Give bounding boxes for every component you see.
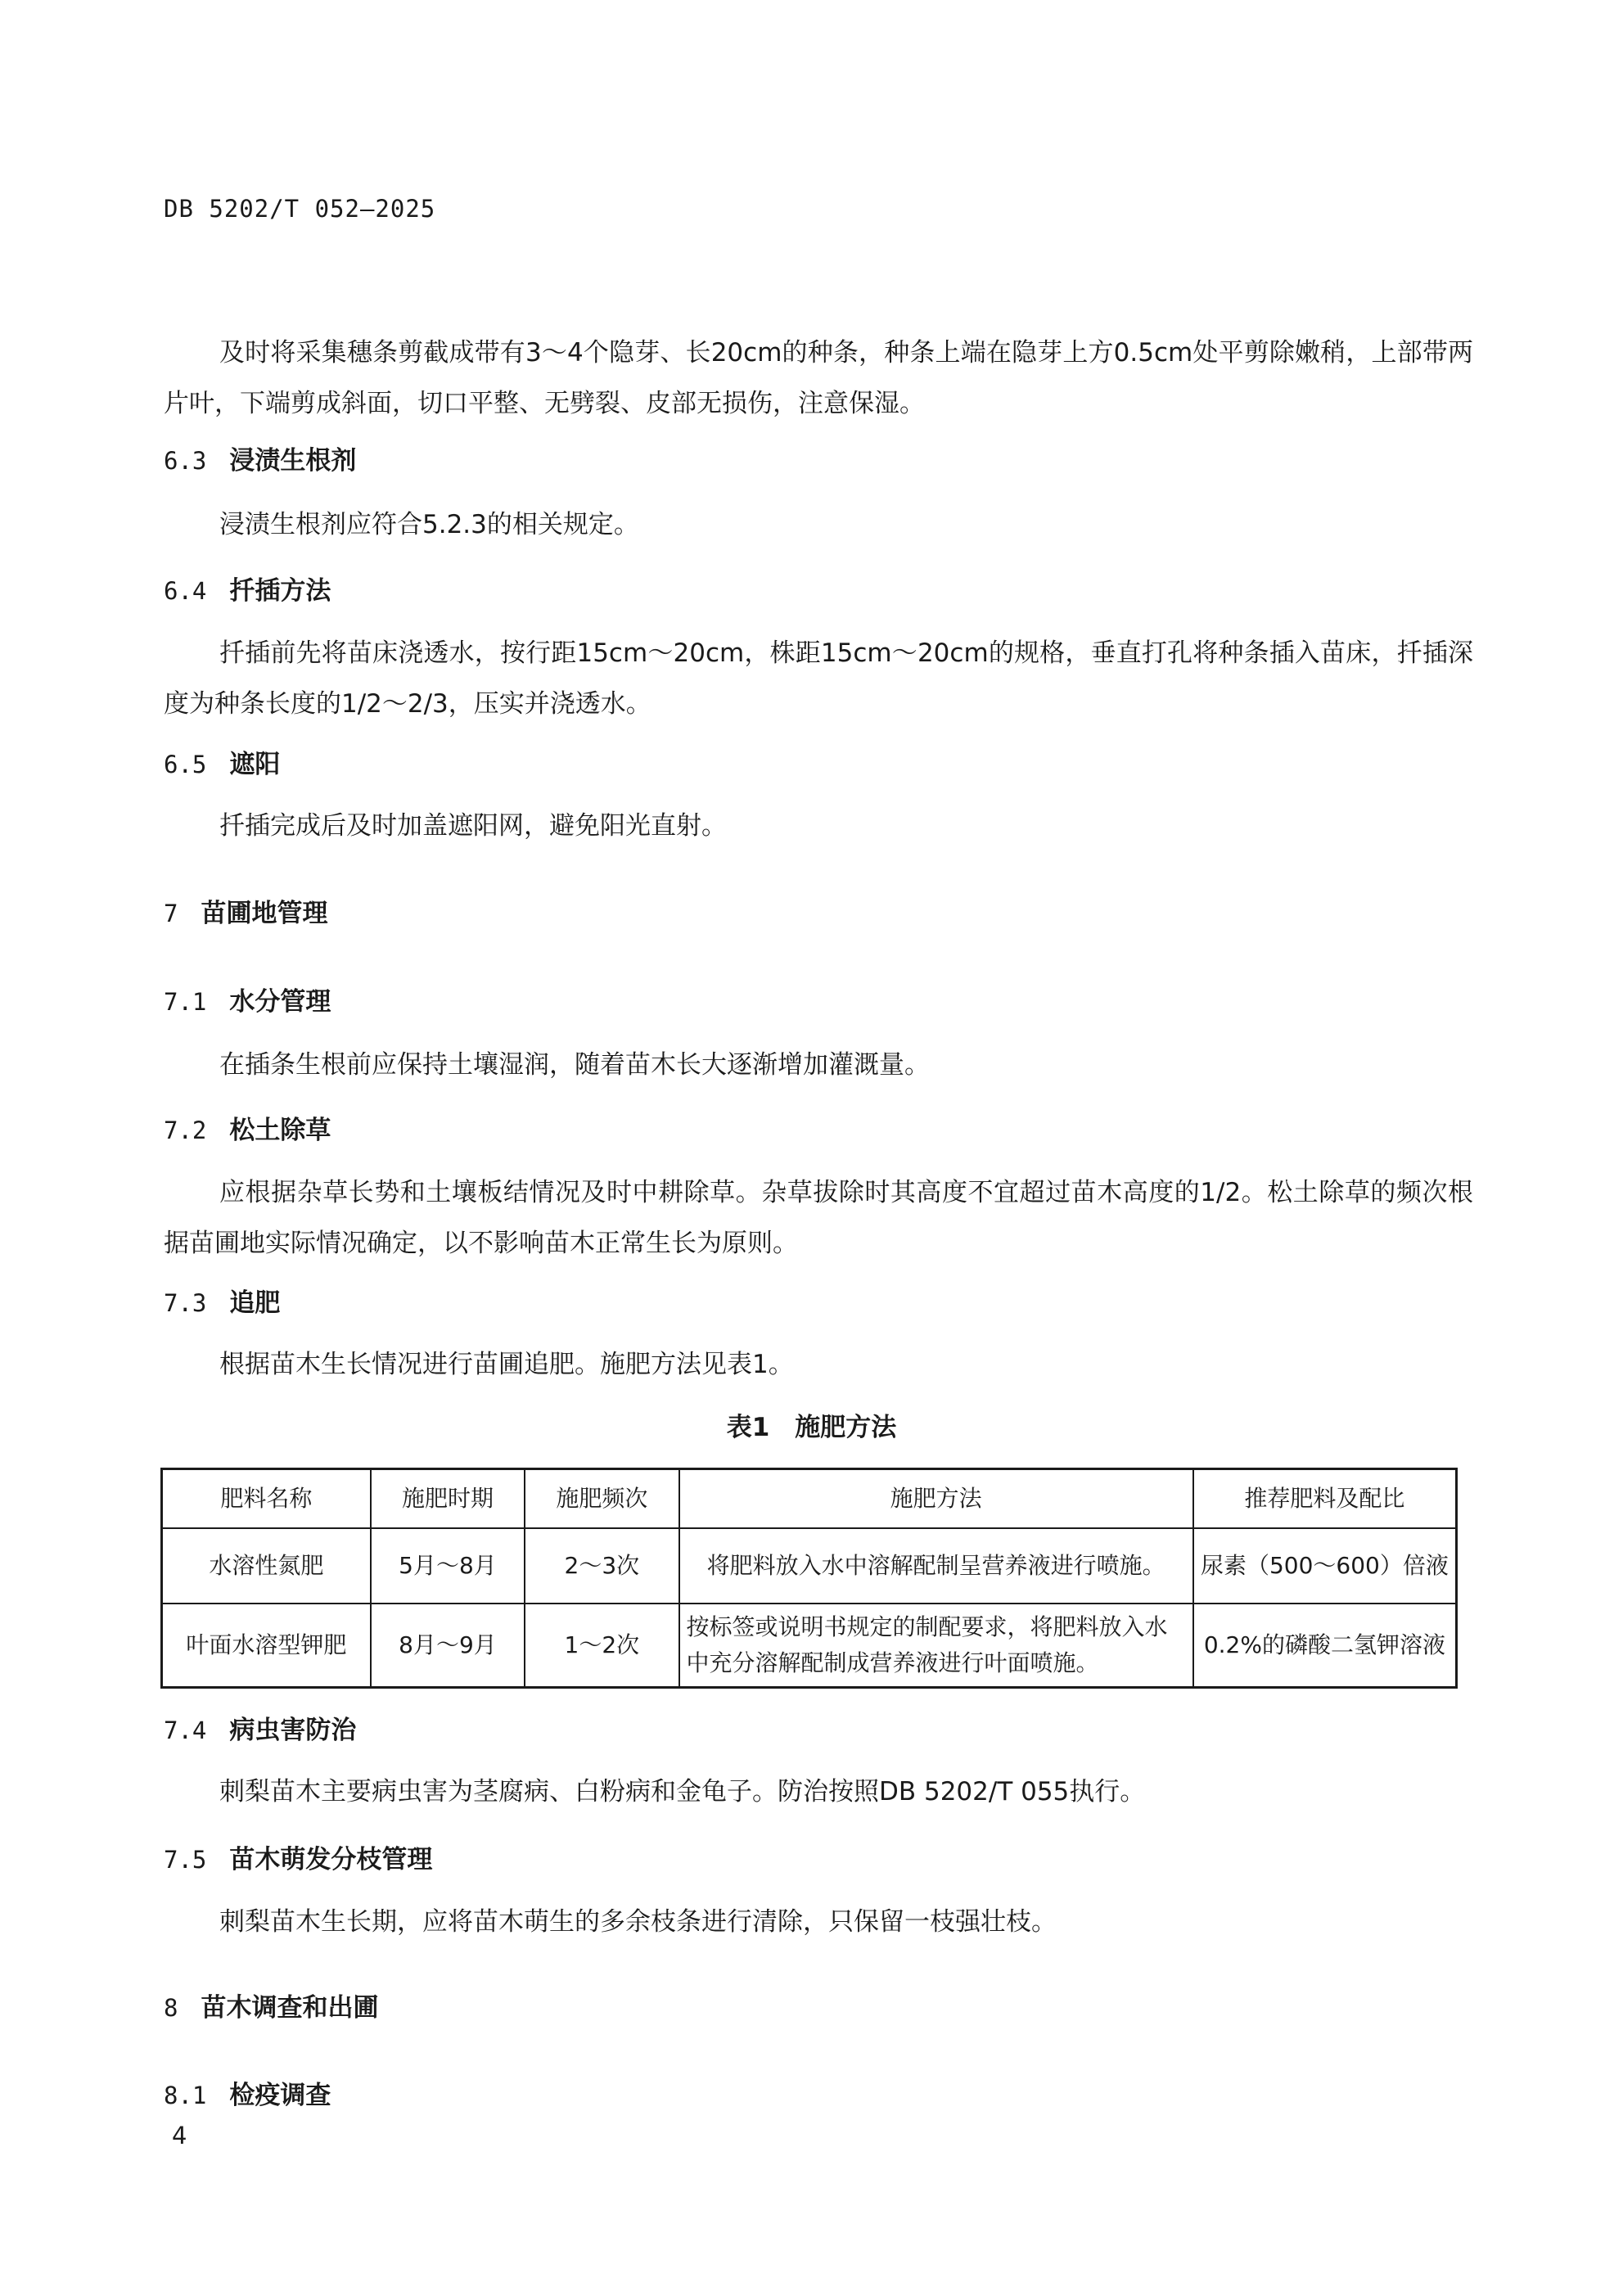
table-row <box>162 1604 1457 1688</box>
chapter-heading-8 <box>164 1987 378 2023</box>
section-heading-6-4 <box>164 570 331 607</box>
table-cell: 2～3次 <box>525 1528 679 1604</box>
section-heading-6-3 <box>164 440 356 476</box>
section-title: 水分管理 <box>229 987 331 1017</box>
table-cell: 5月～8月 <box>371 1528 525 1604</box>
section-heading-7-4 <box>164 1709 356 1746</box>
section-heading-7-3 <box>164 1282 280 1319</box>
chapter-heading-7 <box>164 892 327 929</box>
table-header-cell: 推荐肥料及配比 <box>1193 1469 1457 1529</box>
section-title: 苗木萌发分枝管理 <box>229 1845 433 1874</box>
section-heading-8-1 <box>164 2074 331 2111</box>
section-title: 苗木调查和出圃 <box>201 1993 379 2023</box>
table-caption: 表1 施肥方法 <box>726 1413 897 1442</box>
paragraph-6-3: 浸渍生根剂应符合5.2.3的相关规定。 <box>219 510 639 539</box>
section-title: 病虫害防治 <box>229 1716 357 1745</box>
section-number: 8.1 <box>164 2082 207 2109</box>
table-cell: 将肥料放入水中溶解配制呈营养液进行喷施。 <box>679 1528 1193 1604</box>
paragraph-7-4: 刺梨苗木主要病虫害为茎腐病、白粉病和金龟子。防治按照DB 5202/T 055执行。 <box>219 1777 1146 1807</box>
paragraph-7-3: 根据苗木生长情况进行苗圃追肥。施肥方法见表1。 <box>219 1350 794 1379</box>
paragraph-6-4: 扦插前先将苗床浇透水，按行距15cm～20cm，株距15cm～20cm的规格，垂直打孔将种条插入苗床，扦插深度为种条长度的1/2～2/3，压实并浇透水。 <box>164 638 1473 719</box>
table-cell: 叶面水溶型钾肥 <box>162 1604 371 1688</box>
paragraph-cutting: 及时将采集穗条剪截成带有3～4个隐芽、长20cm的种条，种条上端在隐芽上方0.5cm处平剪除嫩稍，上部带两片叶，下端剪成斜面，切口平整、无劈裂、皮部无损伤，注意保湿。 <box>164 338 1473 418</box>
table-header-cell: 肥料名称 <box>162 1469 371 1529</box>
table-cell: 1～2次 <box>525 1604 679 1688</box>
section-number: 7 <box>164 900 178 927</box>
table-header-cell: 施肥方法 <box>679 1469 1193 1529</box>
section-title: 松土除草 <box>229 1116 331 1145</box>
table-header-cell: 施肥频次 <box>525 1469 679 1529</box>
section-number: 7.2 <box>164 1116 207 1144</box>
section-title: 遮阳 <box>229 750 281 779</box>
table-row <box>162 1528 1457 1604</box>
section-heading-7-1 <box>164 981 331 1017</box>
section-number: 7.4 <box>164 1716 207 1744</box>
section-number: 6.4 <box>164 577 207 605</box>
table-cell: 0.2%的磷酸二氢钾溶液 <box>1193 1604 1457 1688</box>
section-number: 7.1 <box>164 988 207 1016</box>
table-header-row <box>162 1469 1457 1529</box>
table-cell: 水溶性氮肥 <box>162 1528 371 1604</box>
table-cell: 8月～9月 <box>371 1604 525 1688</box>
section-heading-7-2 <box>164 1109 331 1146</box>
fertilization-table <box>160 1468 1458 1689</box>
paragraph-7-5: 刺梨苗木生长期，应将苗木萌生的多余枝条进行清除，只保留一枝强壮枝。 <box>219 1907 1057 1937</box>
section-heading-7-5 <box>164 1838 432 1875</box>
section-number: 7.3 <box>164 1289 207 1317</box>
paragraph-6-5: 扦插完成后及时加盖遮阳网，避免阳光直射。 <box>219 811 727 841</box>
section-number: 7.5 <box>164 1846 207 1874</box>
section-title: 浸渍生根剂 <box>229 446 357 476</box>
paragraph-7-2: 应根据杂草长势和土壤板结情况及时中耕除草。杂草拔除时其高度不宜超过苗木高度的1/2。松土除草的频次根据苗圃地实际情况确定，以不影响苗木正常生长为原则。 <box>164 1178 1473 1258</box>
section-number: 8 <box>164 1994 178 2022</box>
document-id: DB 5202/T 052—2025 <box>164 195 436 223</box>
table-cell: 尿素（500～600）倍液 <box>1193 1528 1457 1604</box>
paragraph-7-1: 在插条生根前应保持土壤湿润，随着苗木长大逐渐增加灌溉量。 <box>219 1050 930 1080</box>
section-number: 6.5 <box>164 751 207 778</box>
page-number: 4 <box>172 2122 187 2149</box>
section-title: 苗圃地管理 <box>201 899 328 928</box>
table-cell: 按标签或说明书规定的制配要求，将肥料放入水中充分溶解配制成营养液进行叶面喷施。 <box>679 1604 1193 1688</box>
section-number: 6.3 <box>164 447 207 475</box>
section-heading-6-5 <box>164 743 280 780</box>
section-title: 检疫调查 <box>229 2081 331 2110</box>
table-header-cell: 施肥时期 <box>371 1469 525 1529</box>
section-title: 追肥 <box>229 1288 281 1318</box>
section-title: 扦插方法 <box>229 576 331 606</box>
